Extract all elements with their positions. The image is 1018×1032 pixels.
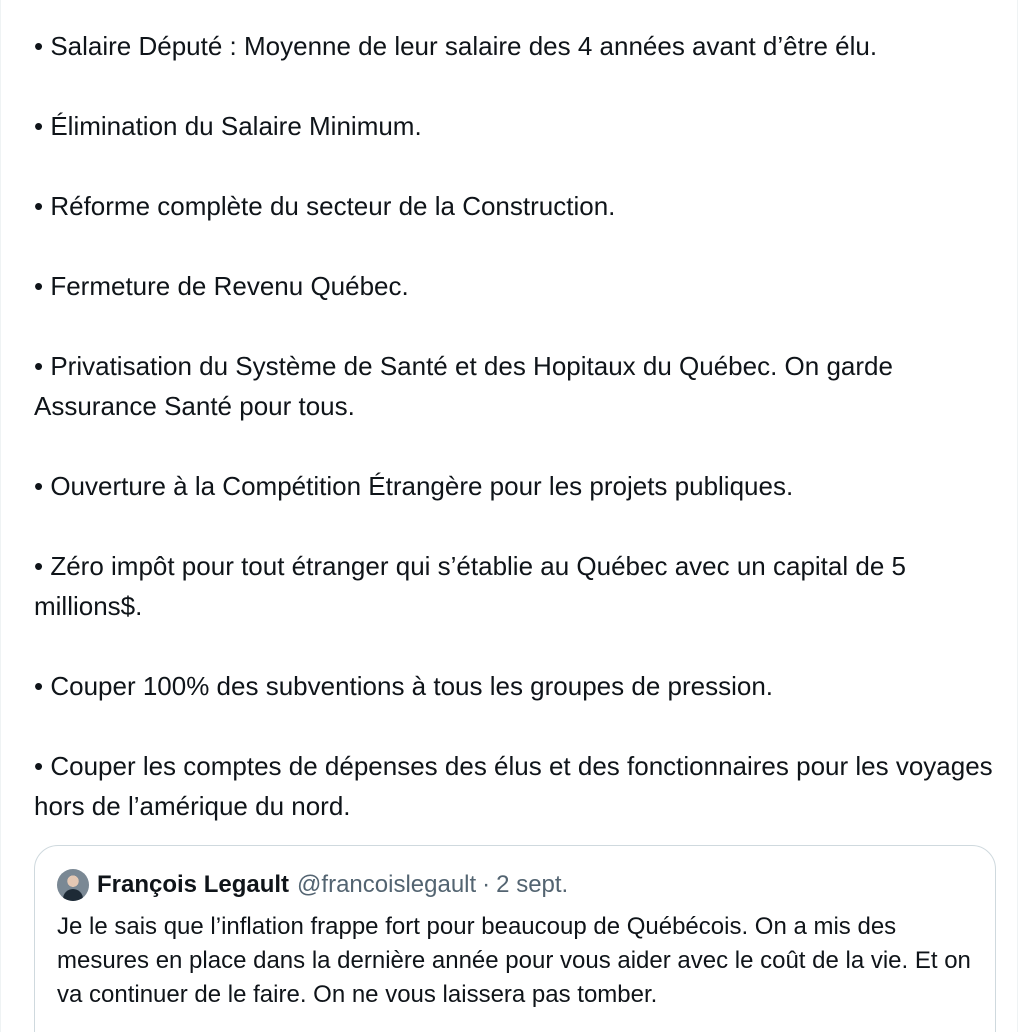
list-item: • Couper les comptes de dépenses des élus et des fonctionnaires pour les voyages hors de l’amérique du nord. (34, 751, 993, 821)
list-item: • Couper 100% des subventions à tous les groupes de pression. (34, 671, 774, 701)
list-item: • Réforme complète du secteur de la Construction. (34, 191, 616, 221)
quoted-tweet-date[interactable]: 2 sept. (496, 871, 569, 898)
list-item: • Élimination du Salaire Minimum. (34, 111, 422, 141)
quoted-tweet-header (57, 868, 973, 902)
list-item: • Ouverture à la Compétition Étrangère pour les projets publiques. (34, 471, 794, 501)
list-item: • Fermeture de Revenu Québec. (34, 271, 409, 301)
quoted-tweet-text: Je le sais que l’inflation frappe fort pour beaucoup de Québécois. On a mis des mesures en place dans la dernière année pour vous aider avec le coût de la vie. Et on va continuer de le faire. On ne vous laissera pas tomber. (57, 913, 971, 1008)
tweet-text (34, 26, 994, 826)
avatar[interactable] (57, 869, 89, 901)
quoted-author-name[interactable]: François Legault (97, 871, 290, 898)
quoted-tweet-card[interactable] (34, 845, 996, 1032)
quoted-author-handle[interactable]: @francoislegault (297, 871, 477, 898)
separator-dot: · (482, 871, 491, 898)
list-item: • Zéro impôt pour tout étranger qui s’établie au Québec avec un capital de 5 millions$. (34, 551, 906, 621)
list-item: • Privatisation du Système de Santé et des Hopitaux du Québec. On garde Assurance Santé pour tous. (34, 351, 893, 421)
list-item: • Salaire Député : Moyenne de leur salaire des 4 années avant d’être élu. (34, 31, 878, 61)
